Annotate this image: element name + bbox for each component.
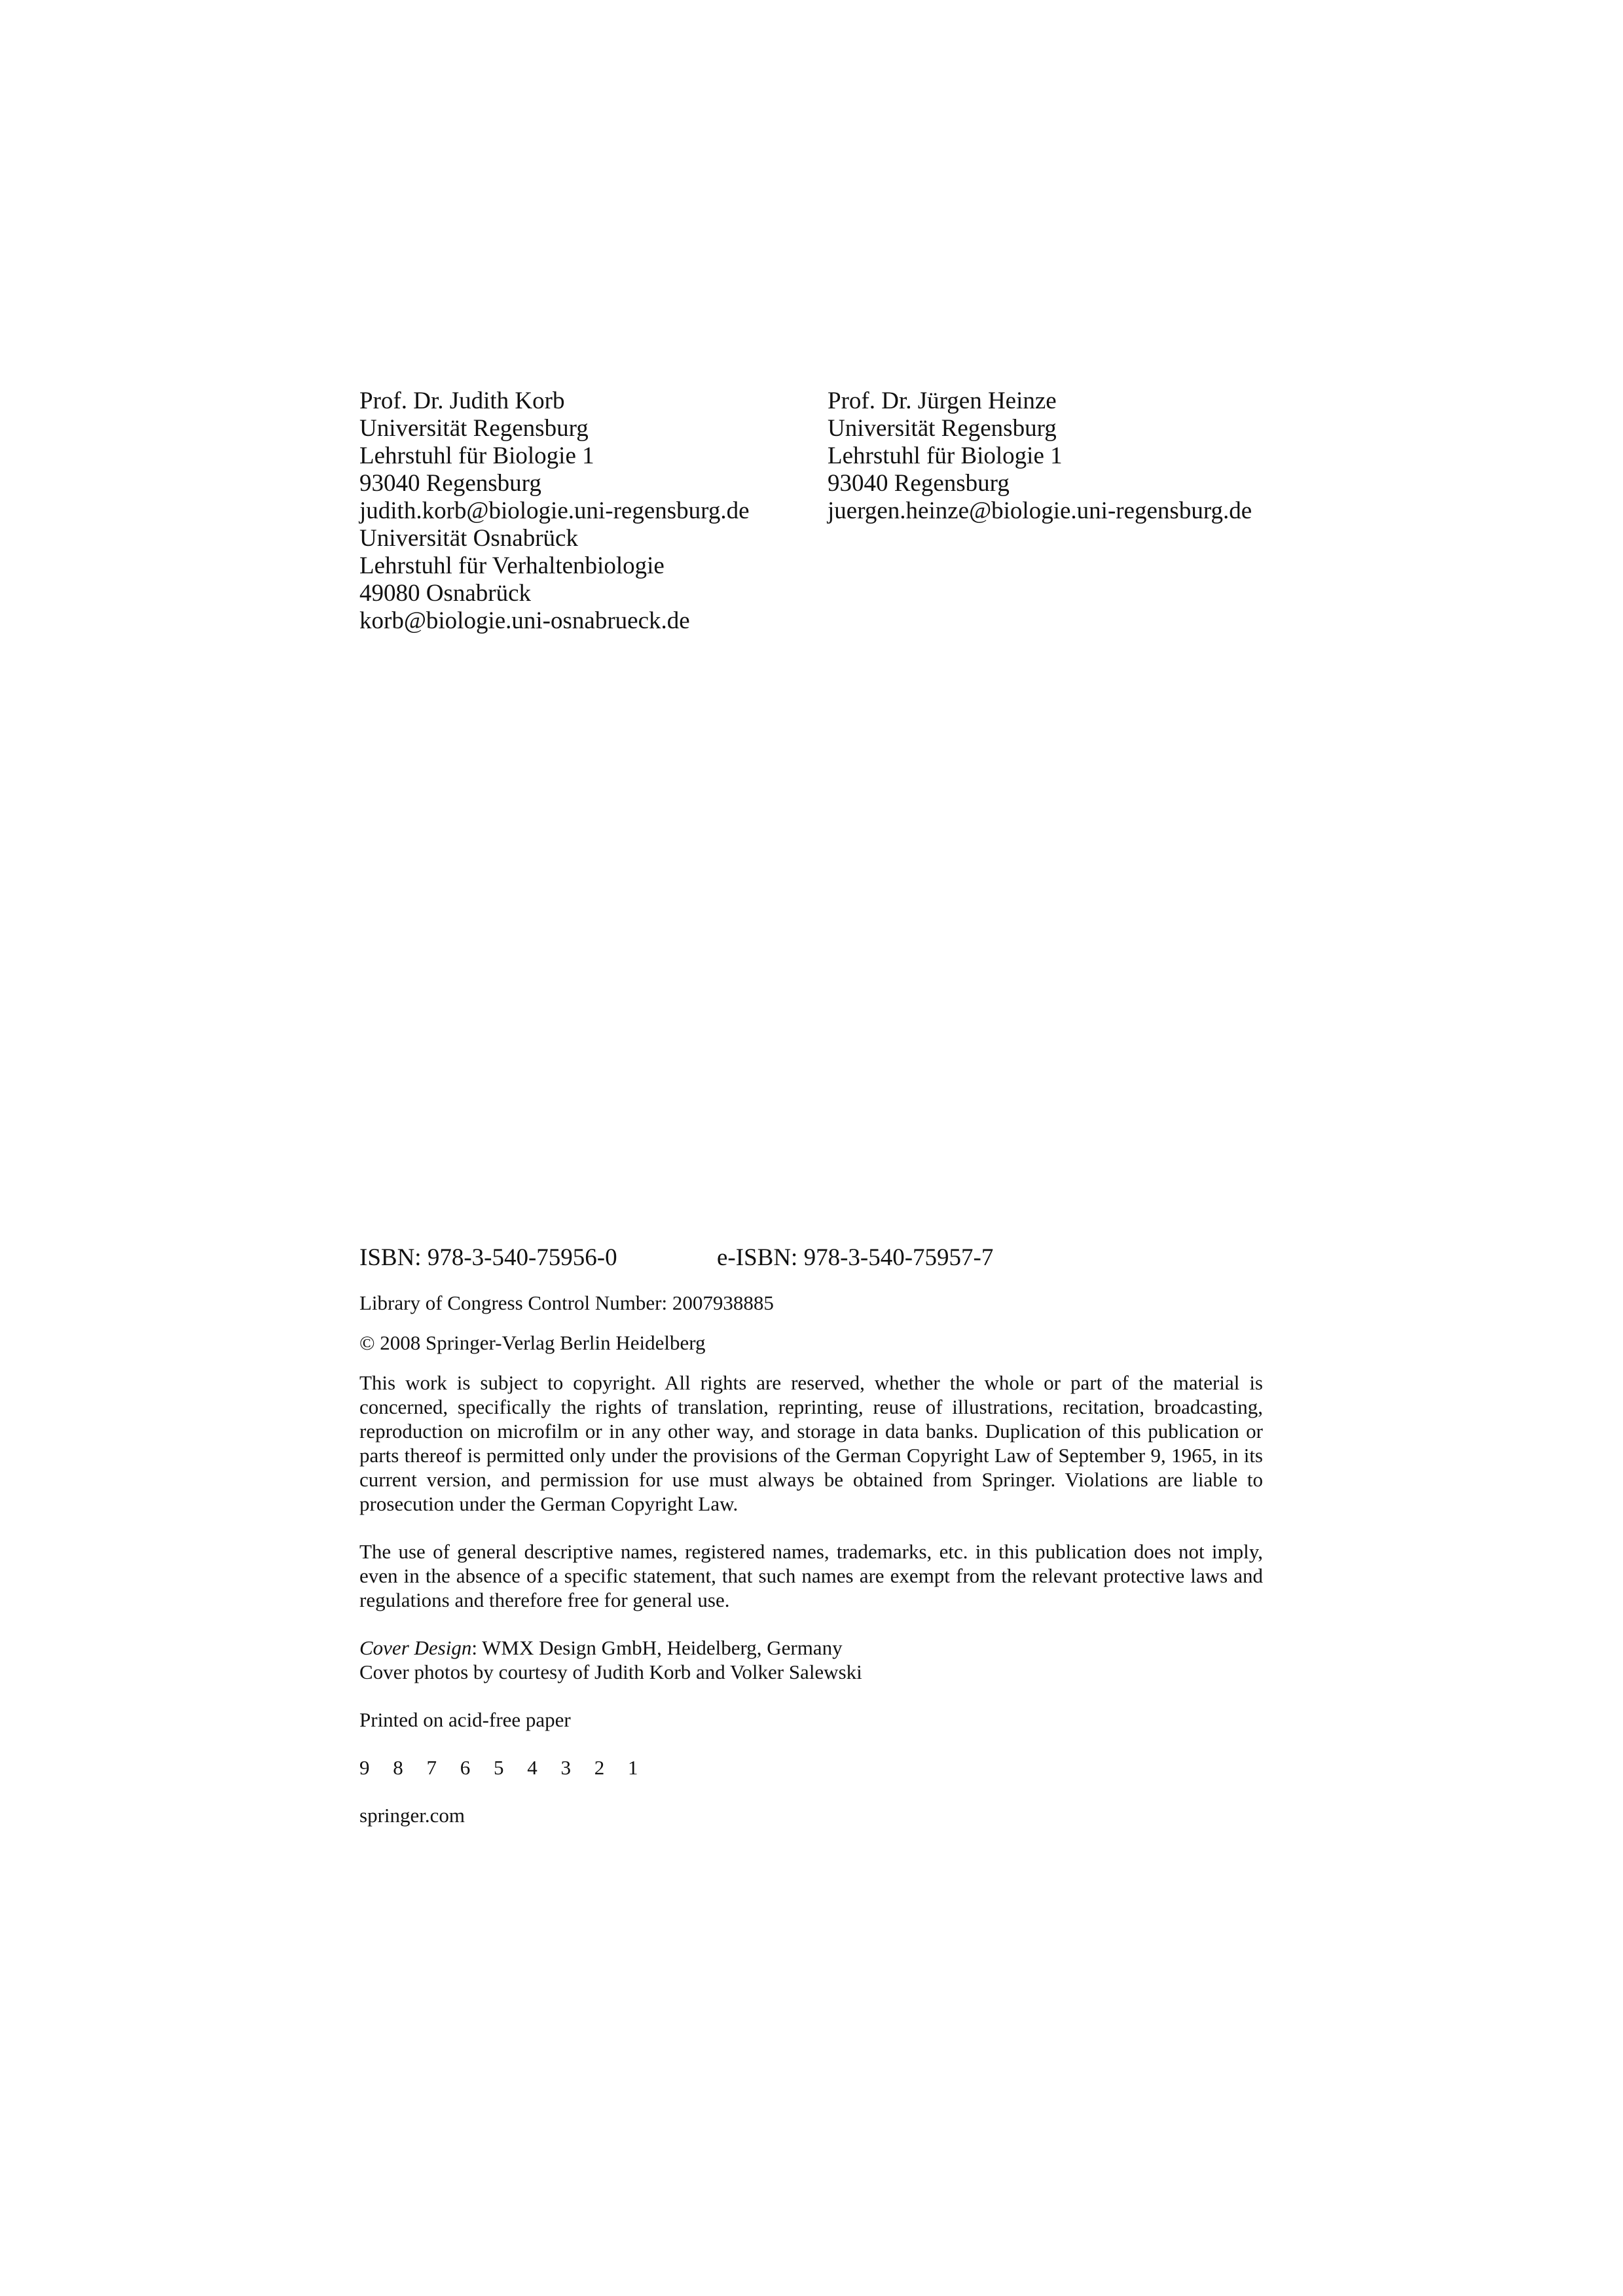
email-address: juergen.heinze@biologie.uni-regensburg.de: [828, 497, 1252, 524]
author-address-korb: [359, 387, 750, 635]
imprint-block: [359, 1244, 1263, 1827]
cover-design-label: Cover Design: [359, 1636, 472, 1659]
copyright-notice: © 2008 Springer-Verlag Berlin Heidelberg: [359, 1331, 706, 1354]
print-line: 9 8 7 6 5 4 3 2 1: [359, 1756, 647, 1779]
author-address-heinze: [828, 387, 1252, 525]
cover-design: [359, 1636, 1263, 1660]
address-line: Universität Regensburg: [359, 415, 589, 442]
rights-paragraph: This work is subject to copyright. All rights are reserved, whether the whole or part of the material is concerned, specifically the rights of translation, reprinting, reuse of illustrations, recitation, broadcasting, reproduction on microfilm or in any other way, and storage in data banks. Duplication of this publication or parts thereof is permitted only under the provisions of the German Copyright Law of September 9, 1965, in its current version, and permission for use must always be obtained from Springer. Violations are liable to prosecution under the German Copyright Law.: [359, 1371, 1263, 1515]
email-address: judith.korb@biologie.uni-regensburg.de: [359, 497, 750, 524]
address-line: 93040 Regensburg: [828, 470, 1010, 497]
names-paragraph: The use of general descriptive names, registered names, trademarks, etc. in this publication does not imply, even in the absence of a specific statement, that such names are exempt from the relevant protective laws and regulations and therefore free for general use.: [359, 1540, 1263, 1611]
e-isbn: e-ISBN: 978-3-540-75957-7: [717, 1244, 994, 1271]
address-line: Lehrstuhl für Biologie 1: [359, 442, 594, 469]
lccn: Library of Congress Control Number: 2007938885: [359, 1291, 774, 1314]
isbn: ISBN: 978-3-540-75956-0: [359, 1244, 617, 1271]
publisher-website: springer.com: [359, 1804, 465, 1827]
address-line: Universität Regensburg: [828, 415, 1057, 442]
author-name: Prof. Dr. Judith Korb: [359, 387, 565, 414]
address-line: Universität Osnabrück: [359, 525, 578, 552]
address-line: Lehrstuhl für Verhaltenbiologie: [359, 552, 665, 579]
address-line: 93040 Regensburg: [359, 470, 541, 497]
cover-design-value: : WMX Design GmbH, Heidelberg, Germany: [471, 1636, 843, 1659]
address-line: 49080 Osnabrück: [359, 580, 532, 607]
paper-note: Printed on acid-free paper: [359, 1708, 571, 1731]
email-address: korb@biologie.uni-osnabrueck.de: [359, 607, 690, 634]
author-name: Prof. Dr. Jürgen Heinze: [828, 387, 1057, 414]
address-line: Lehrstuhl für Biologie 1: [828, 442, 1063, 469]
cover-photos: Cover photos by courtesy of Judith Korb and Volker Salewski: [359, 1660, 862, 1683]
isbn-row: [359, 1244, 1263, 1272]
